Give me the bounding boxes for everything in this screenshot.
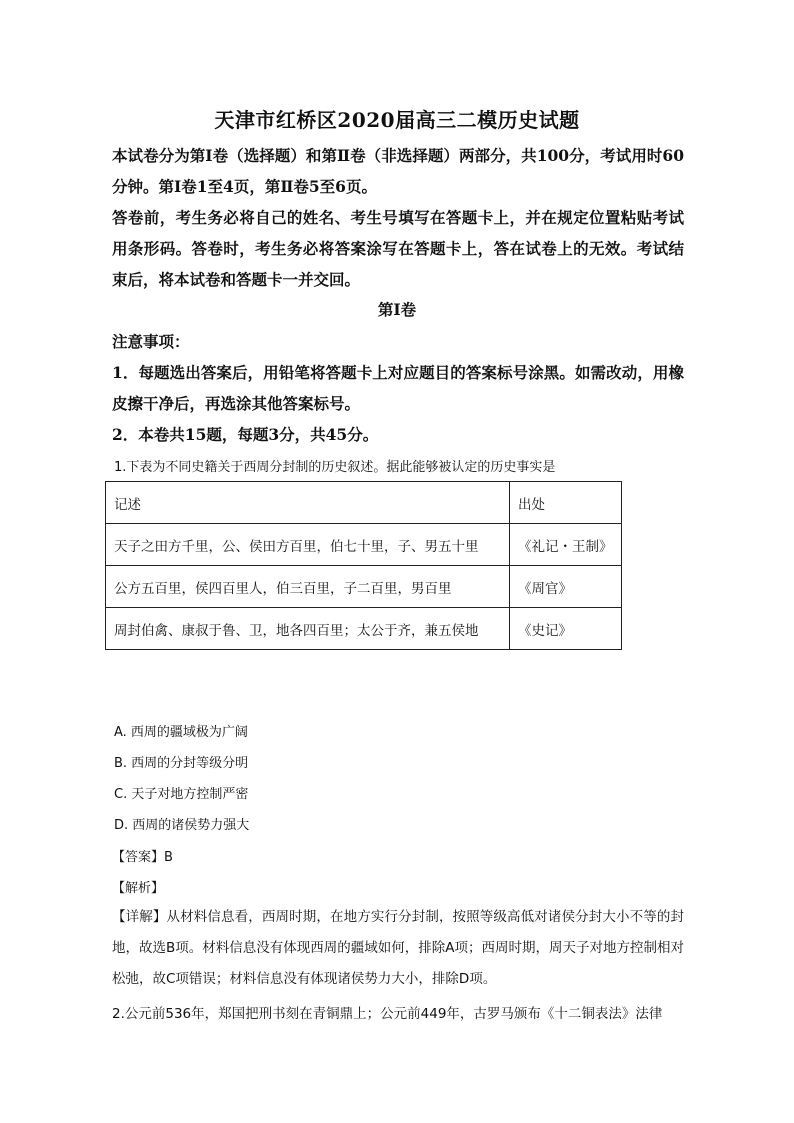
option-b: B. 西周的分封等级分明 — [114, 756, 249, 771]
table-cell: 《礼记・王制》 — [510, 524, 622, 566]
intro-paragraph-1: 本试卷分为第Ⅰ卷（选择题）和第Ⅱ卷（非选择题）两部分，共100分，考试用时60分钟。第Ⅰ卷1至4页，第Ⅱ卷5至6页。 — [112, 146, 684, 196]
answer-value: B — [164, 850, 173, 865]
question-1-stem: 1.下表为不同史籍关于西周分封制的历史叙述。据此能够被认定的历史事实是 — [114, 460, 556, 475]
table-cell: 天子之田方千里，公、侯田方百里，伯七十里，子、男五十里 — [106, 524, 510, 566]
table-cell: 《周官》 — [510, 566, 622, 608]
table-header-cell: 记述 — [106, 482, 510, 524]
notes-item-1: 1．每题选出答案后，用铅笔将答题卡上对应题目的答案标号涂黑。如需改动，用橡皮擦干净后，再选涂其他答案标号。 — [112, 363, 684, 413]
page-title: 天津市红桥区2020届高三二模历史试题 — [214, 108, 580, 132]
question-2-stem: 2.公元前536年，郑国把刑书刻在青铜鼎上；公元前449年，古罗马颁布《十二铜表法》法律 — [112, 1006, 663, 1022]
notes-heading: 注意事项： — [112, 332, 190, 351]
detail-label: 【详解】 — [112, 909, 167, 925]
table-header-cell: 出处 — [510, 482, 622, 524]
answer-line — [112, 846, 173, 865]
table-cell: 《史记》 — [510, 608, 622, 650]
analysis-label: 【解析】 — [112, 881, 165, 896]
detail-text: 从材料信息看，西周时期，在地方实行分封制，按照等级高低对诸侯分封大小不等的封地，故选B项。材料信息没有体现西周的疆域如何，排除A项；西周时期，周天子对地方控制相对松弛，故C项错误；材料信息没有体现诸侯势力大小，排除D项。 — [112, 909, 685, 987]
notes-item-2: 2．本卷共15题，每题3分，共45分。 — [112, 425, 379, 444]
section-heading: 第Ⅰ卷 — [377, 300, 417, 319]
table-row — [106, 524, 622, 566]
source-table — [105, 481, 622, 650]
table-cell: 公方五百里，侯四百里人，伯三百里，子二百里，男百里 — [106, 566, 510, 608]
table-row — [106, 566, 622, 608]
table-cell: 周封伯禽、康叔于鲁、卫，地各四百里；太公于齐，兼五侯地 — [106, 608, 510, 650]
intro-paragraph-2: 答卷前，考生务必将自己的姓名、考生号填写在答题卡上，并在规定位置粘贴考试用条形码。答卷时，考生务必将答案涂写在答题卡上，答在试卷上的无效。考试结束后，将本试卷和答题卡一并交回。 — [112, 208, 684, 289]
detail-paragraph — [112, 902, 684, 995]
answer-label: 【答案】 — [112, 850, 165, 865]
option-c: C. 天子对地方控制严密 — [114, 787, 249, 802]
option-a: A. 西周的疆域极为广阔 — [114, 725, 248, 740]
option-d: D. 西周的诸侯势力强大 — [114, 818, 250, 833]
table-row — [106, 608, 622, 650]
table-header-row — [106, 482, 622, 524]
